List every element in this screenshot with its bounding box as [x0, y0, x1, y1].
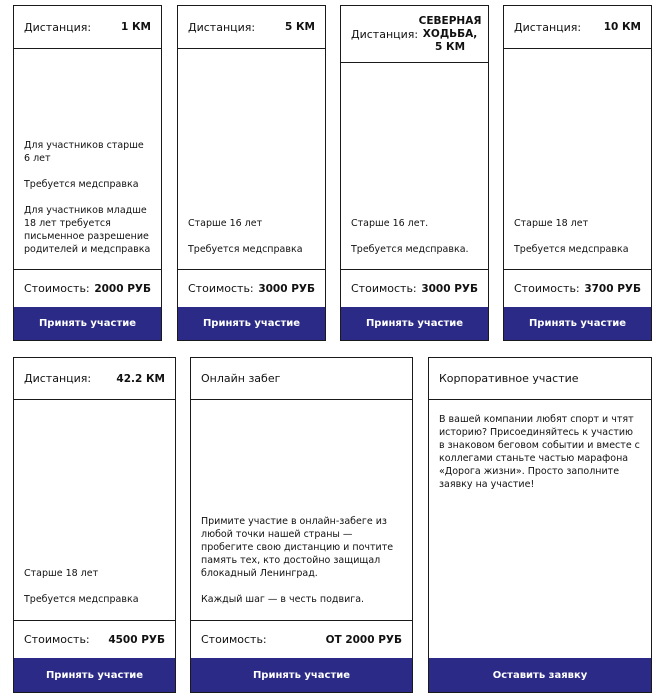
distance-value: 5 КМ	[285, 21, 315, 33]
price-row	[191, 620, 412, 658]
distance-label: Дистанция:	[351, 27, 419, 41]
card-description	[429, 400, 651, 655]
card-description	[191, 400, 412, 612]
price-label: Стоимость:	[514, 282, 580, 295]
card-header	[504, 6, 651, 49]
card-description	[341, 63, 488, 262]
card-header	[341, 6, 488, 63]
distance-value: 1 КМ	[121, 21, 151, 33]
race-card-5km	[177, 5, 326, 341]
price-label: Стоимость:	[24, 282, 90, 295]
price-value: 4500 РУБ	[108, 633, 165, 646]
race-card-10km	[503, 5, 652, 341]
description-line: В вашей компании любят спорт и чтят историю? Присоединяйтесь к участию в знаковом беговом событии и вместе с коллегами станьте частью марафона «Дорога жизни». Просто заполните заявку на участие!	[439, 414, 640, 490]
card-description	[178, 49, 325, 262]
distance-label: Дистанция:	[24, 372, 92, 385]
price-row	[504, 269, 651, 307]
price-value: 2000 РУБ	[94, 282, 151, 295]
price-label: Стоимость:	[188, 282, 254, 295]
participate-button[interactable]: Принять участие	[504, 307, 651, 340]
card-description	[504, 49, 651, 262]
distance-value: 10 КМ	[603, 21, 641, 33]
card-description	[14, 400, 175, 612]
distance-label: Дистанция:	[188, 20, 256, 34]
card-header	[191, 358, 412, 400]
race-card-marathon	[13, 357, 176, 693]
participate-button[interactable]: Принять участие	[178, 307, 325, 340]
participate-button[interactable]: Принять участие	[14, 307, 161, 340]
description-line: Для участников младше 18 лет требуется письменное разрешение родителей и медсправка	[24, 205, 151, 255]
race-card-nordic-walking	[340, 5, 489, 341]
card-description	[14, 49, 161, 262]
corporate-card	[428, 357, 652, 693]
price-label: Стоимость:	[201, 633, 267, 646]
description-line: Старше 16 лет	[188, 218, 263, 229]
distance-label: Дистанция:	[24, 20, 92, 34]
price-row	[14, 269, 161, 307]
description-line: Требуется медсправка	[24, 179, 139, 190]
description-line: Старше 18 лет	[514, 218, 589, 229]
description-line: Старше 16 лет.	[351, 218, 429, 229]
participate-button[interactable]: Принять участие	[14, 658, 175, 692]
participate-button[interactable]: Принять участие	[191, 658, 412, 692]
description-line: Требуется медсправка	[514, 244, 629, 255]
card-header	[14, 358, 175, 400]
card-header	[429, 358, 651, 400]
price-value: 3000 РУБ	[421, 282, 478, 295]
participate-button[interactable]: Принять участие	[341, 307, 488, 340]
leave-request-button[interactable]: Оставить заявку	[429, 658, 651, 692]
online-race-card	[190, 357, 413, 693]
description-line: Старше 18 лет	[24, 568, 99, 579]
description-line: Каждый шаг — в честь подвига.	[201, 594, 365, 605]
distance-value: СЕВЕРНАЯ ХОДЬБА, 5 КМ	[418, 14, 482, 53]
description-line: Для участников старше 6 лет	[24, 140, 144, 164]
price-row	[341, 269, 488, 307]
description-line: Требуется медсправка	[24, 594, 139, 605]
card-title: Корпоративное участие	[439, 372, 579, 385]
price-label: Стоимость:	[24, 633, 90, 646]
distance-label: Дистанция:	[514, 20, 582, 34]
price-label: Стоимость:	[351, 282, 417, 295]
price-value: 3700 РУБ	[584, 282, 641, 295]
card-header	[14, 6, 161, 49]
race-card-1km	[13, 5, 162, 341]
price-value: 3000 РУБ	[258, 282, 315, 295]
card-header	[178, 6, 325, 49]
card-title: Онлайн забег	[201, 372, 281, 385]
price-row	[14, 620, 175, 658]
description-line: Требуется медсправка	[188, 244, 303, 255]
price-value: ОТ 2000 РУБ	[325, 633, 402, 646]
description-line: Требуется медсправка.	[351, 244, 469, 255]
description-line: Примите участие в онлайн-забеге из любой точки нашей страны — пробегите свою дистанцию и почтите память тех, кто достойно защищал блокадный Ленинград.	[201, 516, 394, 579]
distance-value: 42.2 КМ	[116, 372, 165, 385]
price-row	[178, 269, 325, 307]
